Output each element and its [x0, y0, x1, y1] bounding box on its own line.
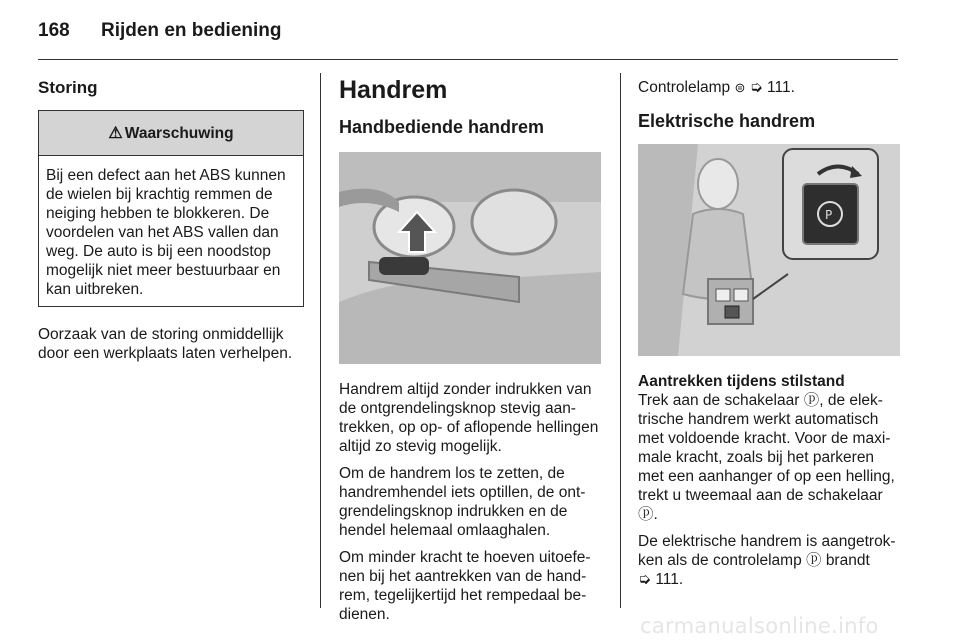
electric-parking-brake-photo: [638, 144, 900, 356]
svg-text:P: P: [825, 208, 833, 222]
handrem-paragraph-2: Om de handrem los te zetten, de handremhendel iets optillen, de ont-grendelingsknop indrukken en de hendel helemaal omlaaghalen.: [339, 465, 586, 539]
warning-icon: ⚠: [108, 125, 123, 142]
handbrake-lever-photo: [339, 152, 601, 364]
handrem-paragraph-3: Om minder kracht te hoeven uitoefe-nen bij het aantrekken van de hand-rem, tegelijkertijd het rempedaal be-dienen.: [339, 549, 591, 623]
page-reference-icon: ➭: [749, 79, 763, 96]
watermark: carmanualsonline.info: [640, 614, 879, 638]
page-header: [38, 20, 282, 42]
column-divider-2: [620, 73, 621, 608]
storing-heading: Storing: [38, 78, 98, 97]
warning-title: Waarschuwing: [124, 125, 234, 142]
elektrische-paragraph-2-text: De elektrische handrem is aangetrok-ken als de controlelamp ⓟ brandt: [638, 533, 896, 569]
column-elektrische-handrem: [638, 74, 902, 597]
elektrische-paragraph-2: [638, 532, 902, 589]
storing-paragraph: Oorzaak van de storing onmiddellijk door een werkplaats laten verhelpen.: [38, 326, 293, 362]
controlelamp-text: Controlelamp: [638, 79, 731, 96]
aantrekken-subheading: Aantrekken tijdens stilstand: [638, 373, 845, 390]
column-handrem: [339, 74, 603, 632]
warning-body: Bij een defect aan het ABS kunnen de wielen bij krachtig remmen de neiging hebben te blokkeren. De voordelen van het ABS vallen dan weg. De auto is bij een noodstop mogelijk niet meer bestuurbaar en kan uitbreken.: [46, 167, 286, 298]
page-reference-icon-2: ➭: [638, 571, 651, 588]
controlelamp-ref: 111.: [767, 79, 795, 96]
brake-warning-icon: ⊜: [734, 80, 746, 95]
warning-header: [39, 111, 303, 156]
column-storing: [38, 74, 304, 371]
handrem-paragraph-1: Handrem altijd zonder indrukken van de ontgrendelingsknop stevig aan-trekken, op op- of aflopende hellingen altijd zo stevig mogelijk.: [339, 381, 599, 455]
header-divider: [38, 59, 898, 60]
column-divider-1: [320, 73, 321, 608]
page-title: Rijden en bediening: [100, 20, 282, 41]
controlelamp-line: [638, 78, 902, 97]
elektrische-paragraph-1: Trek aan de schakelaar ⓟ, de elek-trische handrem werkt automatisch met voldoende kracht. Voor de maxi-male kracht, zoals bij het parkeren met een aanhanger of op een helling, trekt u tweemaal aan de schakelaar ⓟ.: [638, 392, 895, 523]
page-number: 168: [38, 20, 70, 41]
handrem-subheading: Handbediende handrem: [339, 117, 545, 137]
warning-box: [38, 110, 304, 307]
handrem-heading: Handrem: [339, 76, 448, 104]
elektrische-paragraph-2-ref: 111.: [655, 571, 684, 588]
elektrische-handrem-heading: Elektrische handrem: [638, 111, 816, 131]
